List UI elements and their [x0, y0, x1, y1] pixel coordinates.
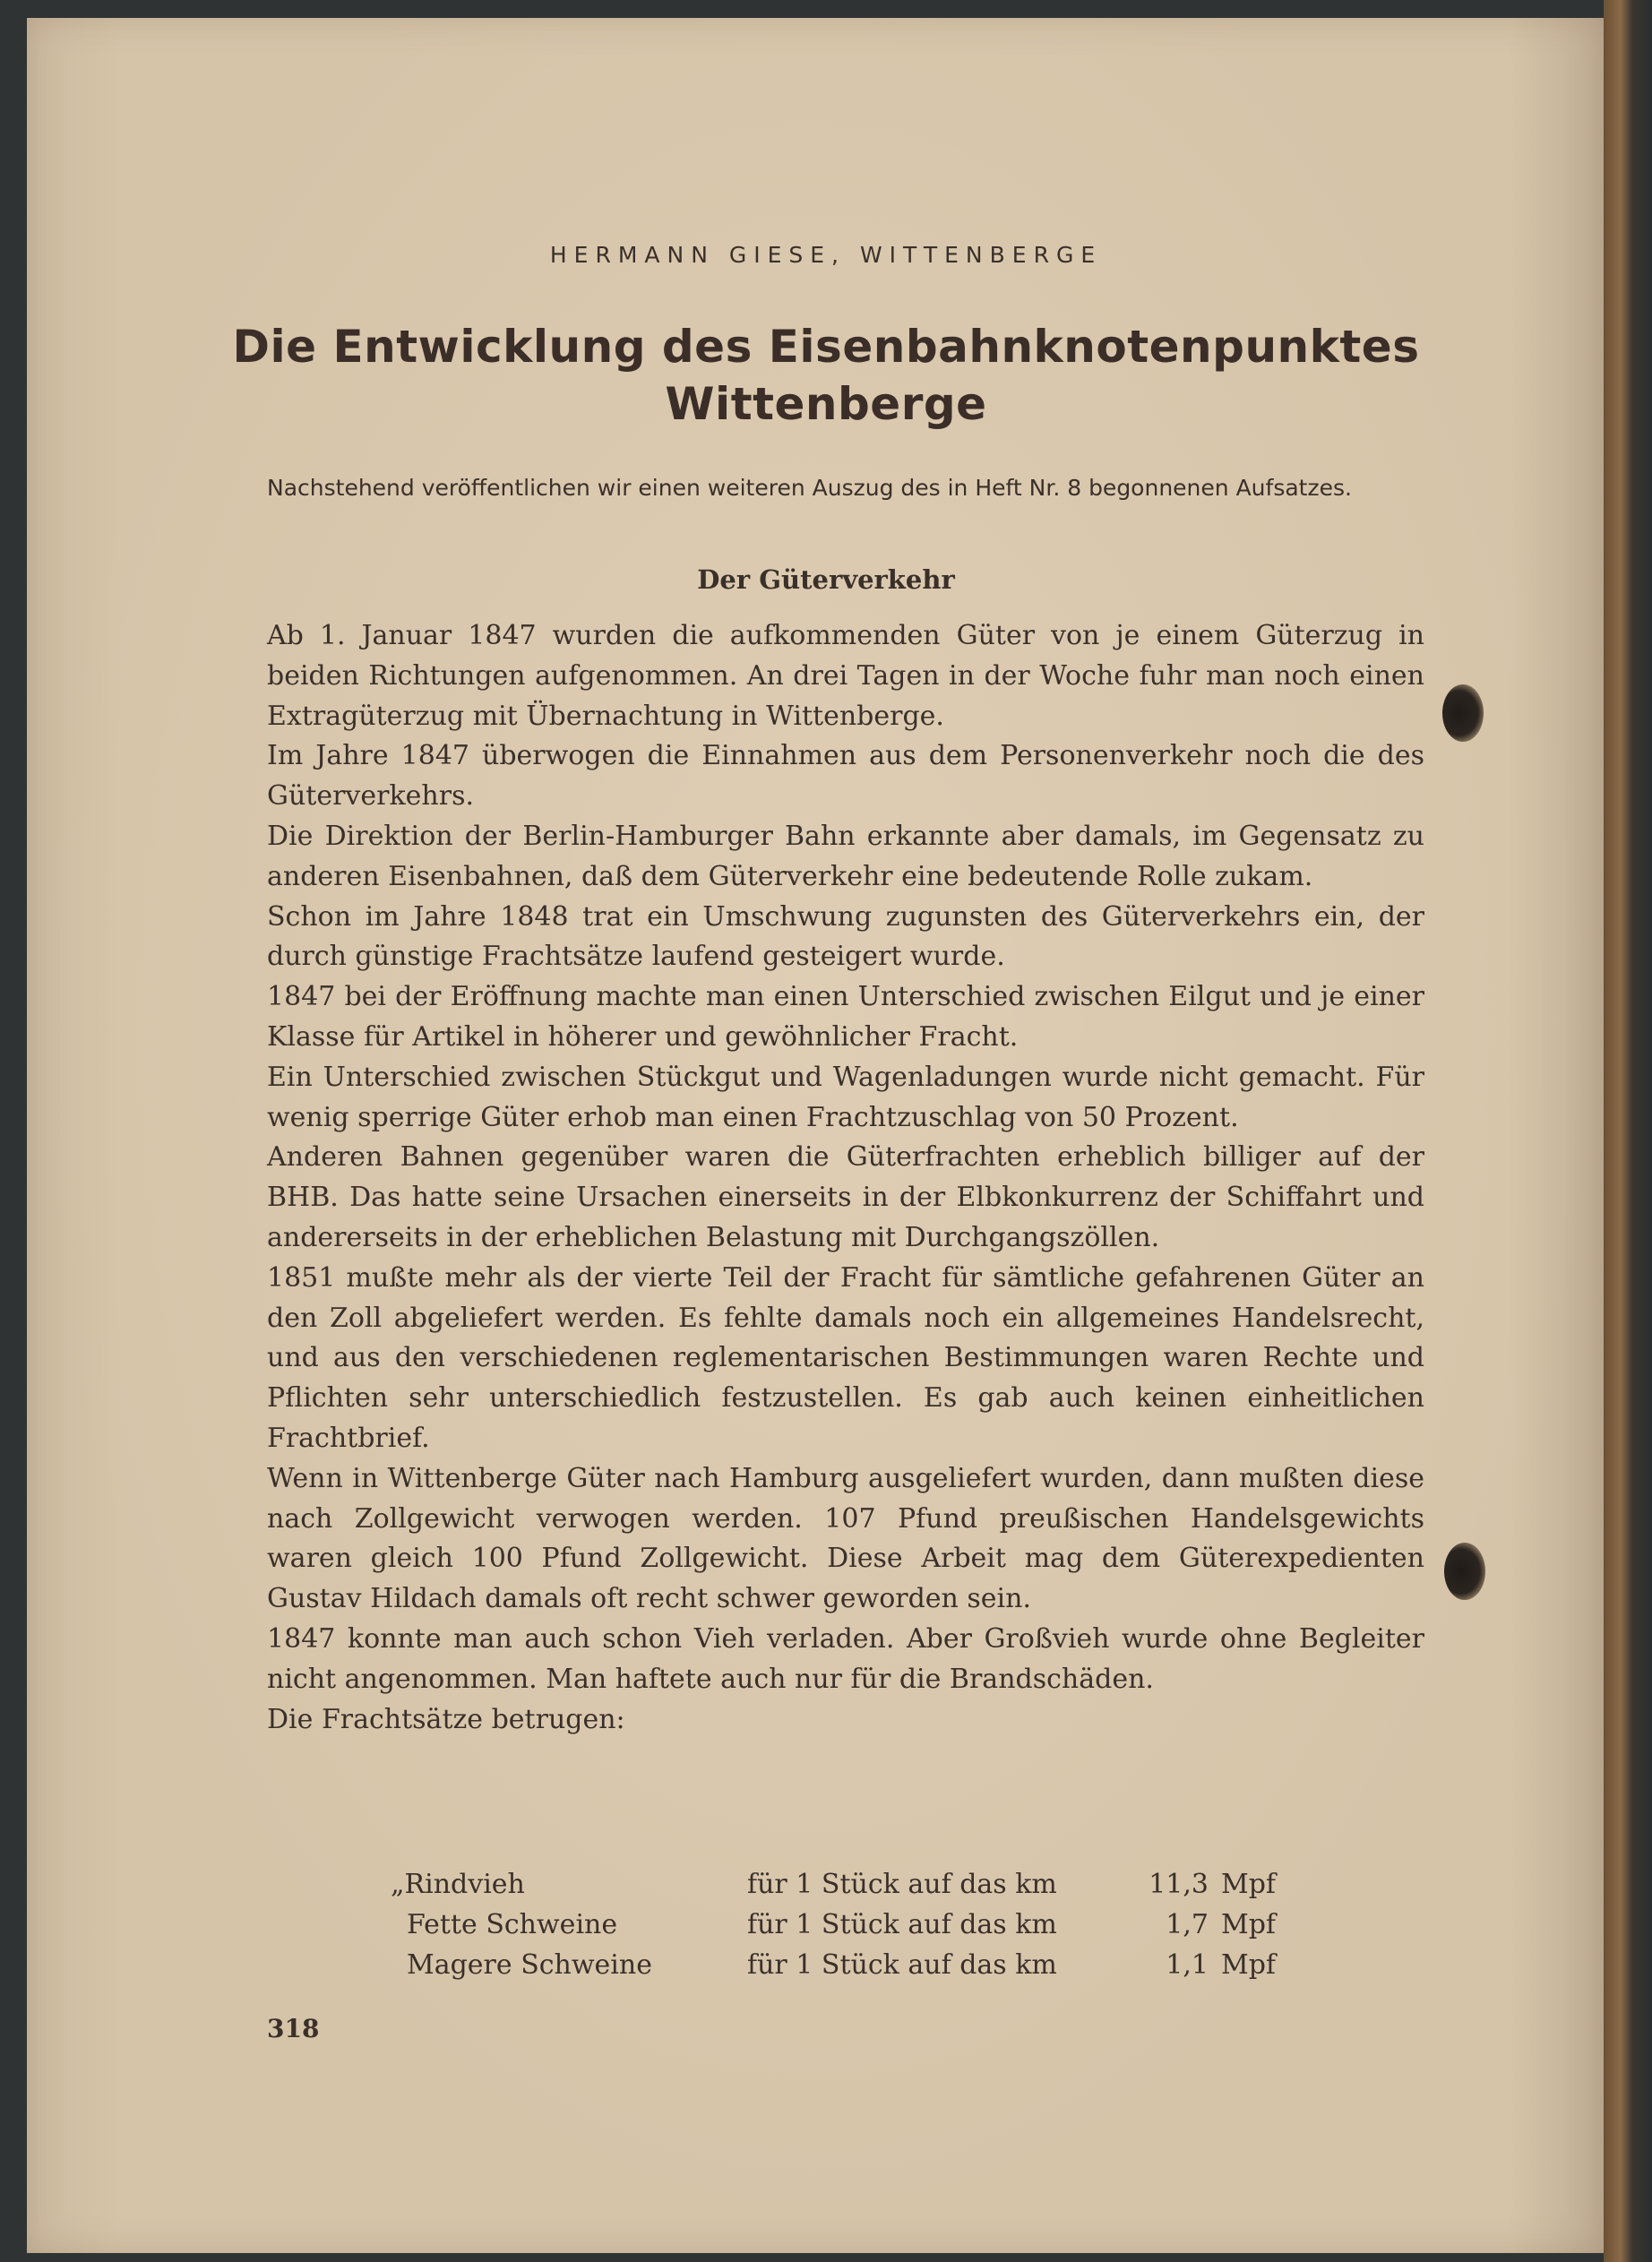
punch-hole-icon [1442, 684, 1484, 742]
currency-cell: Mpf [1221, 1948, 1277, 1981]
paragraph: Wenn in Wittenberge Güter nach Hamburg ausgeliefert wurden, dann mußten diese nach Zollgewicht verwogen werden. 107 Pfund preußischen Handelsgewichts waren gleich 100 Pfund Zollgewicht. Diese Arbeit mag dem Güterexpedienten Gustav Hildach damals oft recht schwer geworden sein. [267, 1462, 1424, 1615]
paragraph: Anderen Bahnen gegenüber waren die Güterfrachten erheblich billiger auf der BHB. Das hatte seine Ursachen einerseits in der Elbkonkurrenz der Schiffahrt und andererseits in der erheblichen Belastung mit Durchgangszöllen. [267, 1141, 1424, 1253]
table-row [391, 1946, 1276, 1986]
paragraph: Die Direktion der Berlin-Hamburger Bahn erkannte aber damals, im Gegensatz zu anderen Eisenbahnen, daß dem Güterverkehr eine bedeutende Rolle zukam. [267, 820, 1424, 892]
currency-cell: Mpf [1221, 1869, 1277, 1900]
paragraph: Die Frachtsätze betrugen: [267, 1703, 625, 1735]
animal-cell: Fette Schweine [407, 1908, 618, 1940]
value-cell: 1,1 [1166, 1948, 1209, 1981]
punch-hole-icon [1444, 1543, 1485, 1600]
unit-cell: für 1 Stück auf das km [747, 1908, 1057, 1940]
animal-cell: „Rindvieh [391, 1869, 525, 1900]
unit-cell: für 1 Stück auf das km [747, 1869, 1057, 1900]
table-row [391, 1865, 1276, 1905]
title-line-1: Die Entwicklung des Eisenbahnknotenpunktes [232, 321, 1420, 373]
currency-cell: Mpf [1221, 1908, 1277, 1940]
article-title [0, 318, 1652, 433]
paragraph: 1847 bei der Eröffnung machte man einen Unterschied zwischen Eilgut und je einer Klasse für Artikel in höherer und gewöhnlicher Fracht. [267, 981, 1424, 1053]
value-cell: 11,3 [1149, 1869, 1209, 1900]
section-heading: Der Güterverkehr [697, 564, 955, 595]
paragraph: 1847 konnte man auch schon Vieh verladen. Aber Großvieh wurde ohne Begleiter nicht angenommen. Man haftete auch nur für die Brandschäden. [267, 1622, 1424, 1695]
table-row [391, 1905, 1276, 1946]
value-cell: 1,7 [1166, 1908, 1209, 1940]
author-line: HERMANN GIESE, WITTENBERGE [549, 242, 1103, 268]
title-line-2: Wittenberge [665, 378, 987, 430]
unit-cell: für 1 Stück auf das km [747, 1948, 1057, 1981]
paragraph: Ab 1. Januar 1847 wurden die aufkommenden Güter von je einem Güterzug in beiden Richtungen aufgenommen. An drei Tagen in der Woche fuhr man noch einen Extragüterzug mit Übernachtung in Wittenberge. [267, 620, 1424, 732]
animal-cell: Magere Schweine [407, 1948, 652, 1981]
paragraph: Ein Unterschied zwischen Stückgut und Wagenladungen wurde nicht gemacht. Für wenig sperrige Güter erhob man einen Frachtzuschlag von 50 Prozent. [267, 1061, 1424, 1133]
intro-note: Nachstehend veröffentlichen wir einen weiteren Auszug des in Heft Nr. 8 begonnenen Aufsatzes. [267, 475, 1352, 501]
paragraph: 1851 mußte mehr als der vierte Teil der Fracht für sämtliche gefahrenen Güter an den Zoll abgeliefert werden. Es fehlte damals noch ein allgemeines Handelsrecht, und aus den verschiedenen reglementarischen Bestimmungen waren Rechte und Pflichten sehr unterschiedlich festzustellen. Es gab auch keinen einheitlichen Frachtbrief. [267, 1261, 1424, 1454]
freight-rates-table [391, 1865, 1276, 1985]
paragraph: Im Jahre 1847 überwogen die Einnahmen aus dem Personenverkehr noch die des Güterverkehrs. [267, 740, 1424, 813]
page-number: 318 [267, 2014, 320, 2043]
paragraph: Schon im Jahre 1848 trat ein Umschwung zugunsten des Güterverkehrs ein, der durch günstige Frachtsätze laufend gesteigert wurde. [267, 900, 1424, 973]
article-body [267, 616, 1424, 1740]
